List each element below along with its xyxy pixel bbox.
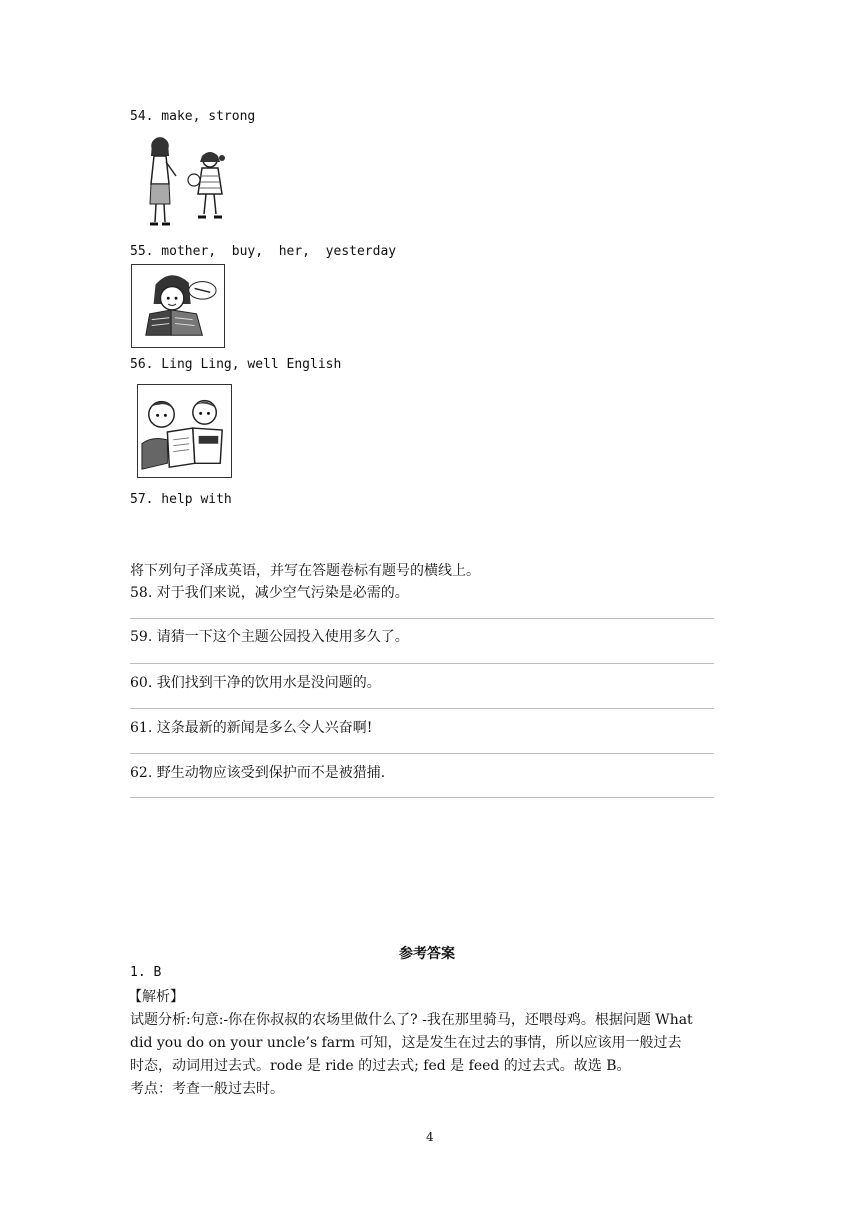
answer-line-60	[130, 708, 714, 709]
page-number: 4	[426, 1130, 434, 1144]
question-57-label: 57. help with	[130, 492, 232, 507]
analysis-line-2: did you do on your uncle’s farm 可知，这是发生在过去的事情，所以应该用一般过去	[130, 1035, 682, 1051]
question-54-label: 54. make, strong	[130, 109, 256, 124]
analysis-heading: 【解析】	[128, 989, 184, 1005]
analysis-line-4: 考点：考查一般过去时。	[130, 1081, 284, 1097]
answers-title: 参考答案	[399, 946, 455, 962]
analysis-line-1: 试题分析:句意:-你在你叔叔的农场里做什么了? -我在那里骑马，还喂母鸡。根据问题 What	[130, 1012, 693, 1028]
girl-reading-book-illustration	[131, 264, 225, 348]
translate-item-59: 59. 请猜一下这个主题公园投入使用多久了。	[130, 629, 409, 645]
answer-line-59	[130, 663, 714, 664]
answer-line-58	[130, 618, 714, 619]
answer-line-61	[130, 753, 714, 754]
translate-instruction: 将下列句子泽成英语，并写在答题卷标有题号的横线上。	[130, 563, 480, 579]
question-56-label: 56. Ling Ling, well English	[130, 357, 342, 372]
translate-item-60: 60. 我们找到干净的饮用水是没问题的。	[130, 675, 381, 691]
answer-1: 1. B	[130, 965, 162, 980]
translate-item-58: 58. 对于我们来说，减少空气污染是必需的。	[130, 585, 409, 601]
answer-line-62	[130, 797, 714, 798]
two-kids-english-book-illustration	[137, 384, 232, 478]
translate-item-62: 62. 野生动物应该受到保护而不是被猎捕.	[130, 765, 386, 781]
two-girls-ball-illustration	[136, 132, 236, 230]
question-55-label: 55. mother, buy, her, yesterday	[130, 244, 397, 259]
analysis-line-3: 时态，动词用过去式。rode 是 ride 的过去式; fed 是 feed 的过去式。故选 B。	[130, 1058, 631, 1074]
translate-item-61: 61. 这条最新的新闻是多么令人兴奋啊!	[130, 720, 373, 736]
